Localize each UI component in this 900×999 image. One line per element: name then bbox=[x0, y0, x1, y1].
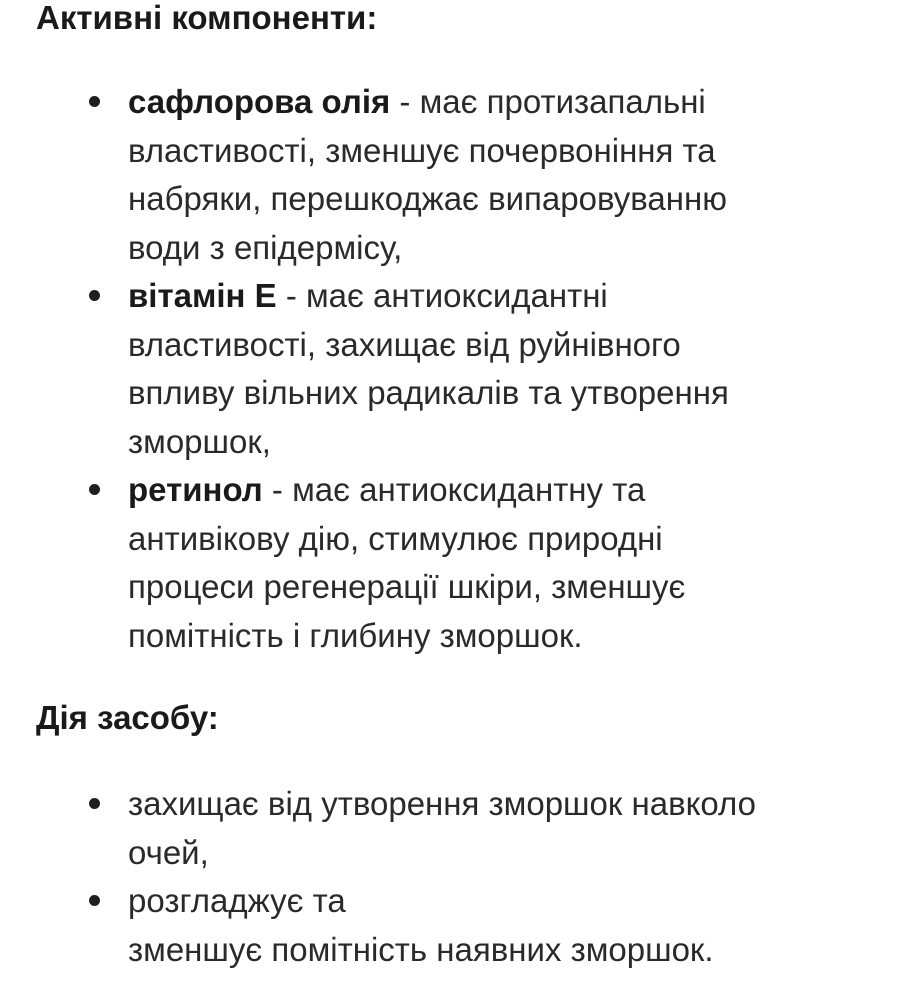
component-term: вітамін Е bbox=[128, 277, 277, 314]
item-line: зморшок, bbox=[128, 422, 271, 460]
bullet-icon bbox=[89, 96, 100, 107]
item-line: розгладжує та bbox=[128, 882, 346, 919]
item-line: впливу вільних радикалів та утворення bbox=[128, 374, 729, 411]
product-action-list bbox=[0, 780, 880, 974]
active-components-heading: Активні компоненти: bbox=[36, 0, 378, 36]
item-line: набряки, перешкоджає випаровуванню bbox=[128, 180, 727, 217]
bullet-icon bbox=[89, 290, 100, 301]
item-line: властивості, зменшує почервоніння та bbox=[128, 131, 716, 169]
bullet-icon bbox=[89, 895, 100, 906]
list-item bbox=[0, 272, 880, 466]
component-description: - має антиоксидантні bbox=[276, 277, 608, 314]
list-item bbox=[0, 780, 880, 877]
component-term: сафлорова олія bbox=[128, 83, 391, 120]
list-item bbox=[0, 466, 880, 660]
component-description: - має протизапальні bbox=[390, 83, 706, 120]
item-line: очей, bbox=[128, 833, 209, 871]
bullet-icon bbox=[89, 798, 100, 809]
list-item bbox=[0, 877, 880, 974]
item-line: зменшує помітність наявних зморшок. bbox=[128, 930, 714, 968]
item-first-line bbox=[128, 78, 860, 127]
item-first-line bbox=[128, 272, 860, 321]
component-description: - має антиоксидантну та bbox=[262, 471, 646, 508]
list-item bbox=[0, 78, 880, 272]
component-term: ретинол bbox=[128, 471, 263, 508]
active-components-list bbox=[0, 78, 880, 660]
item-line: антивікову дію, стимулює природні bbox=[128, 519, 663, 557]
item-line: процеси регенерації шкіри, зменшує bbox=[128, 568, 686, 605]
product-action-heading: Дія засобу: bbox=[36, 699, 219, 736]
item-line: властивості, захищає від руйнівного bbox=[128, 325, 681, 363]
item-line: води з епідермісу, bbox=[128, 228, 403, 266]
item-first-line bbox=[128, 466, 860, 515]
item-line: захищає від утворення зморшок навколо bbox=[128, 785, 757, 822]
bullet-icon bbox=[89, 484, 100, 495]
item-line: помітність і глибину зморшок. bbox=[128, 616, 583, 654]
